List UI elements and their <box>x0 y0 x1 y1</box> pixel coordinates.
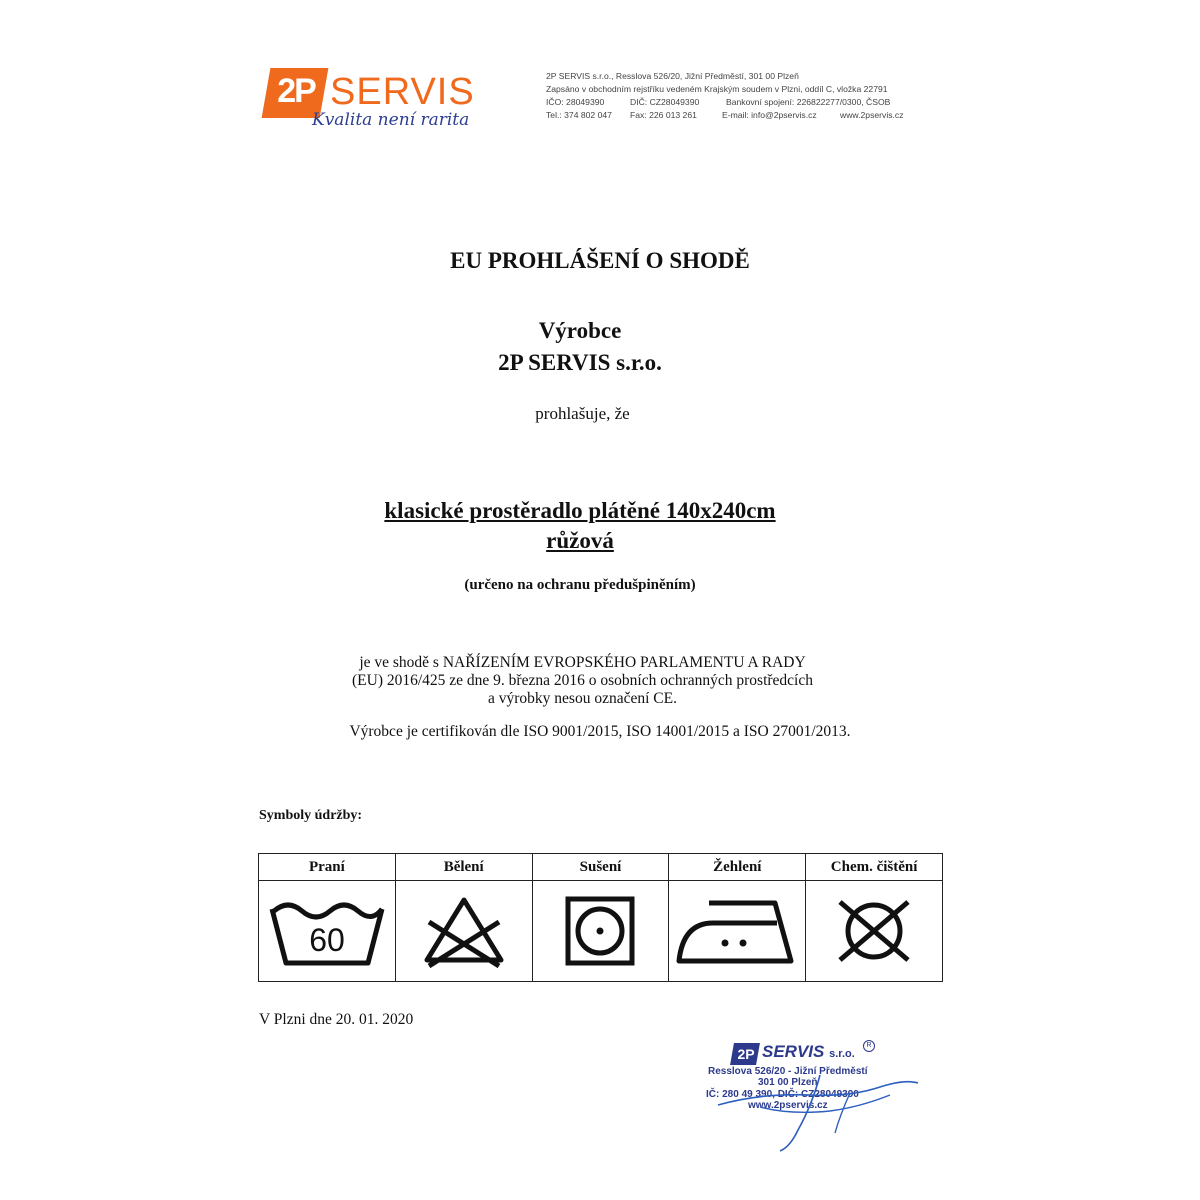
header-bank: Bankovní spojení: 226822277/0300, ČSOB <box>726 97 891 107</box>
header-ico: IČO: 28049390 <box>546 97 605 107</box>
care-header-iron: Žehlení <box>669 854 806 881</box>
company-logo <box>262 60 522 135</box>
iron-medium-icon <box>673 897 801 965</box>
care-header-dryclean: Chem. čištění <box>806 854 943 881</box>
tumble-dry-icon <box>564 895 636 967</box>
company-stamp <box>700 1035 940 1155</box>
product-color: růžová <box>546 528 614 553</box>
stamp-word: SERVIS <box>762 1042 825 1061</box>
header-web: www.2pservis.cz <box>840 110 904 120</box>
care-cell-iron <box>669 881 806 982</box>
care-symbols-table <box>258 853 943 982</box>
header-dic: DIČ: CZ28049390 <box>630 97 700 107</box>
certification-statement: Výrobce je certifikován dle ISO 9001/2015, ISO 14001/2015 a ISO 27001/2013. <box>349 723 851 740</box>
care-cell-dry <box>532 881 669 982</box>
conformity-line-3: a výrobky nesou označení CE. <box>488 690 677 707</box>
conformity-line-2: (EU) 2016/425 ze dne 9. března 2016 o osobních ochranných prostředcích <box>352 672 813 689</box>
place-and-date: V Plzni dne 20. 01. 2020 <box>259 1011 414 1028</box>
wash-temp-label: 60 <box>309 922 345 958</box>
header-registry: Zapsáno v obchodním rejstříku vedeném Krajským soudem v Plzni, oddíl C, vložka 22791 <box>546 84 888 94</box>
no-dry-clean-icon <box>832 896 916 966</box>
manufacturer-label: Výrobce <box>538 318 622 343</box>
logo-wordmark: SERVIS <box>330 71 475 113</box>
conformity-line-1: je ve shodě s NAŘÍZENÍM EVROPSKÉHO PARLAMENTU A RADY <box>359 654 806 671</box>
stamp-web: www.2pservis.cz <box>748 1100 828 1111</box>
care-header-dry: Sušení <box>532 854 669 881</box>
product-name: klasické prostěradlo plátěné 140x240cm <box>384 498 776 523</box>
care-symbols-label: Symboly údržby: <box>259 808 363 823</box>
registered-mark: R <box>863 1040 875 1052</box>
wash-60-icon <box>268 895 386 967</box>
header-tel: Tel.: 374 802 047 <box>546 110 612 120</box>
header-fax: Fax: 226 013 261 <box>630 110 697 120</box>
stamp-ids: IČ: 280 49 390, DIČ: CZ28049390 <box>706 1089 859 1100</box>
logo-mark-text: 2P <box>277 72 315 110</box>
care-cell-dryclean <box>806 881 943 982</box>
product-purpose: (určeno na ochranu předušpiněním) <box>464 577 696 593</box>
stamp-logo-text: 2P <box>737 1046 755 1062</box>
stamp-city: 301 00 Plzeň <box>758 1077 818 1088</box>
no-bleach-icon <box>419 894 509 968</box>
stamp-address: Resslova 526/20 - Jižní Předměstí <box>708 1066 868 1077</box>
care-header-wash: Praní <box>259 854 396 881</box>
declaration-text: prohlašuje, že <box>535 404 630 423</box>
stamp-suffix: s.r.o. <box>829 1048 855 1060</box>
manufacturer-name: 2P SERVIS s.r.o. <box>498 350 662 375</box>
signature <box>700 1035 940 1155</box>
header-email: E-mail: info@2pservis.cz <box>722 110 817 120</box>
conformity-statement <box>0 654 1165 708</box>
care-cell-wash <box>259 881 396 982</box>
care-header-bleach: Bělení <box>395 854 532 881</box>
document-title: EU PROHLÁŠENÍ O SHODĚ <box>450 248 750 273</box>
care-cell-bleach <box>395 881 532 982</box>
header-address: 2P SERVIS s.r.o., Resslova 526/20, Jižní Předměstí, 301 00 Plzeň <box>546 71 799 81</box>
logo-tagline: Kvalita není rarita <box>312 110 470 130</box>
